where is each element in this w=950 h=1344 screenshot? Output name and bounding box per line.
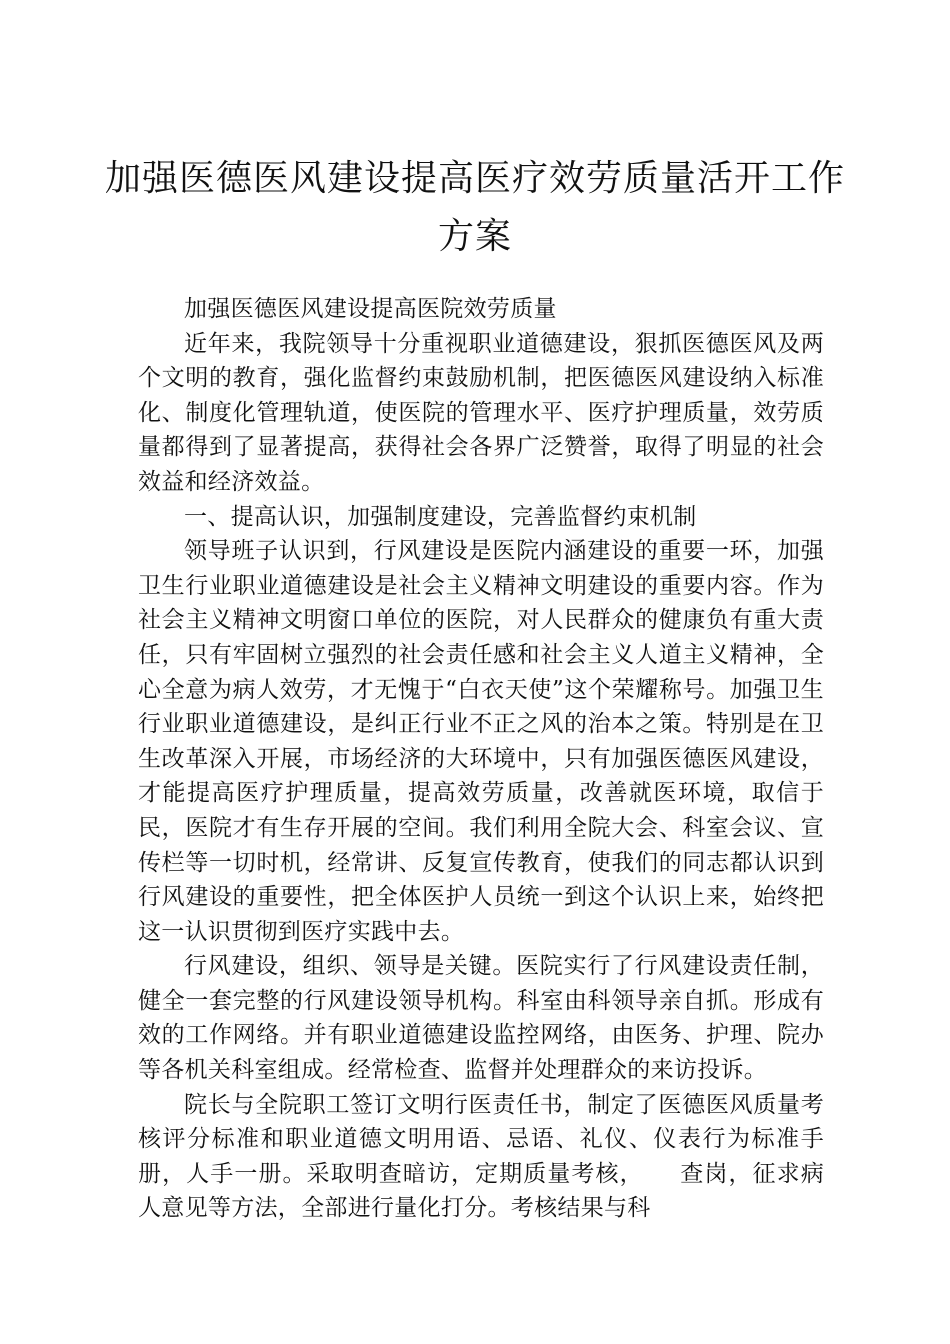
section-heading-1: 一、提高认识，加强制度建设，完善监督约束机制 bbox=[184, 503, 697, 530]
paragraph-intro: 近年来，我院领导十分重视职业道德建设，狠抓医德医风及两个文明的教育，强化监督约束鼓励机制，把医德医风建设纳入标准化、制度化管理轨道，使医院的管理水平、医疗护理质量，效劳质量都得到了显著提高，获得社会各界广泛赞誉，取得了明显的社会效益和经济效益。 bbox=[138, 330, 824, 495]
document-title: 加强医德医风建设提高医疗效劳质量活开工作方案 bbox=[104, 158, 845, 257]
document-body bbox=[138, 292, 824, 1226]
paragraph-responsibility: 院长与全院职工签订文明行医责任书，制定了医德医风质量考核评分标准和职业道德文明用语、忌语、礼仪、仪表行为标准手册，人手一册。采取明查暗访，定期质量考核， 查岗，征求病人意见等方法，全部进行量化打分。考核结果与科 bbox=[138, 1091, 824, 1222]
paragraph-awareness: 领导班子认识到，行风建设是医院内涵建设的重要一环，加强卫生行业职业道德建设是社会主义精神文明建设的重要内容。作为社会主义精神文明窗口单位的医院，对人民群众的健康负有重大责任，只有牢固树立强烈的社会责任感和社会主义人道主义精神，全心全意为病人效劳，才无愧于“白衣天使”这个荣耀称号。加强卫生行业职业道德建设，是纠正行业不正之风的治本之策。特别是在卫生改革深入开展，市场经济的大环境中，只有加强医德医风建设，才能提高医疗护理质量，提高效劳质量，改善就医环境，取信于民，医院才有生存开展的空间。我们利用全院大会、科室会议、宣传栏等一切时机，经常讲、反复宣传教育，使我们的同志都认识到行风建设的重要性，把全体医护人员统一到这个认识上来，始终把这一认识贯彻到医疗实践中去。 bbox=[138, 538, 824, 945]
paragraph-subtitle: 加强医德医风建设提高医院效劳质量 bbox=[184, 296, 557, 322]
paragraph-organization: 行风建设，组织、领导是关键。医院实行了行风建设责任制，健全一套完整的行风建设领导机构。科室由科领导亲自抓。形成有效的工作网络。并有职业道德建设监控网络，由医务、护理、院办等各机关科室组成。经常检查、监督并处理群众的来访投诉。 bbox=[138, 953, 824, 1084]
